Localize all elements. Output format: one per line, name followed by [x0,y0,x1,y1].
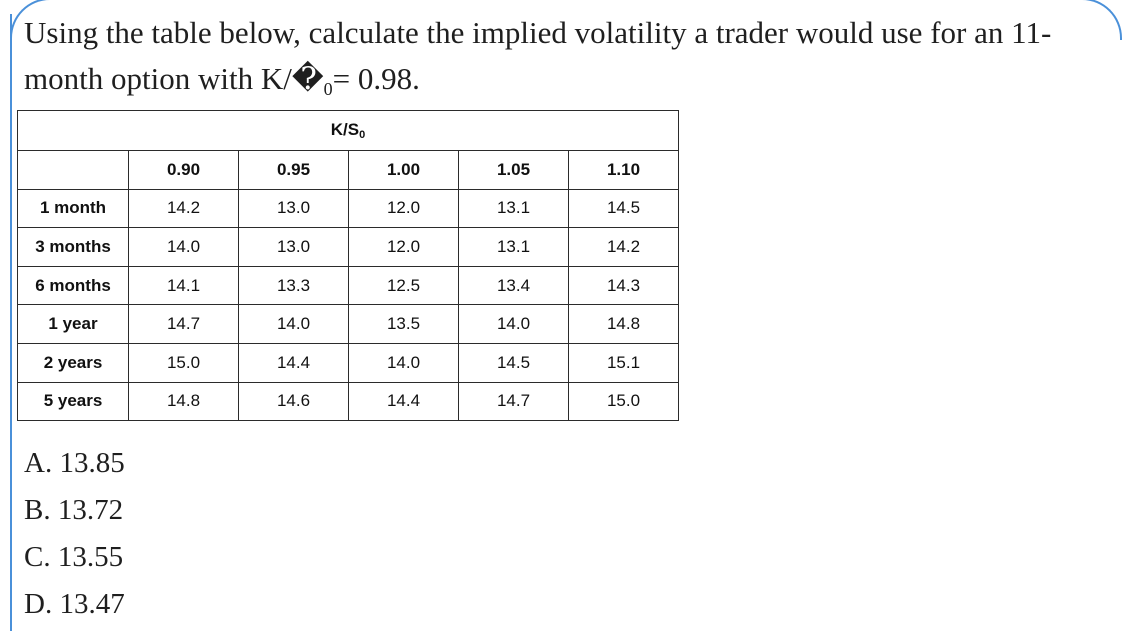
table-cell: 13.3 [239,266,349,305]
answer-options [24,440,125,628]
table-caption [18,111,679,151]
table-cell: 14.5 [569,189,679,228]
row-label: 2 years [18,343,129,382]
question-text [24,10,1104,112]
table-cell: 14.6 [239,382,349,421]
table-cell: 13.1 [459,228,569,267]
table-cell: 14.4 [239,343,349,382]
table-cell: 14.0 [129,228,239,267]
table-cell: 14.5 [459,343,569,382]
option-c[interactable]: C. 13.55 [24,541,124,573]
option-d[interactable]: D. 13.47 [24,588,125,620]
table-row [18,382,679,421]
table-cell: 14.7 [459,382,569,421]
table-cell: 15.0 [569,382,679,421]
question-subscript: 0 [323,79,333,99]
frame-border-left [10,14,12,631]
table-cell: 14.3 [569,266,679,305]
column-header: 0.90 [129,151,239,190]
table-caption-main: K/S [330,120,360,139]
table-cell: 14.8 [569,305,679,344]
volatility-table [17,110,679,421]
question-line-2-suffix: = 0.98. [332,61,420,96]
question-line-1: Using the table below, calculate the implied volatility a trader would use for an 11- [24,15,1052,50]
table-header-row [18,151,679,190]
table-cell: 15.0 [129,343,239,382]
table-cell: 14.8 [129,382,239,421]
row-label: 3 months [18,228,129,267]
row-label: 1 year [18,305,129,344]
table-row [18,305,679,344]
table-cell: 14.2 [129,189,239,228]
table-cell: 13.1 [459,189,569,228]
column-header: 0.95 [239,151,349,190]
table-cell: 14.0 [349,343,459,382]
table-cell: 12.0 [349,228,459,267]
table-cell: 14.0 [239,305,349,344]
table-cell: 14.4 [349,382,459,421]
table-cell: 14.1 [129,266,239,305]
question-line-2-prefix: month option with K/ [24,61,292,96]
question-line-2 [24,56,1104,112]
table-cell: 12.0 [349,189,459,228]
column-header: 1.10 [569,151,679,190]
table-cell: 13.0 [239,228,349,267]
table-cell: 12.5 [349,266,459,305]
column-header: 1.05 [459,151,569,190]
table-caption-row [18,111,679,151]
table-cell: 14.7 [129,305,239,344]
row-label: 5 years [18,382,129,421]
table-cell: 14.2 [569,228,679,267]
table-caption-sub: 0 [359,129,366,141]
table-cell: 15.1 [569,343,679,382]
table-cell: 13.4 [459,266,569,305]
column-header: 1.00 [349,151,459,190]
table-cell: 13.5 [349,305,459,344]
row-label: 1 month [18,189,129,228]
table-row [18,228,679,267]
table-row [18,266,679,305]
table-row [18,189,679,228]
option-b[interactable]: B. 13.72 [24,494,124,526]
option-a[interactable]: A. 13.85 [24,447,125,479]
question-replacement-glyph: � [291,61,324,96]
row-label: 6 months [18,266,129,305]
table-cell: 14.0 [459,305,569,344]
table-cell: 13.0 [239,189,349,228]
table-row [18,343,679,382]
table-corner-cell [18,151,129,190]
